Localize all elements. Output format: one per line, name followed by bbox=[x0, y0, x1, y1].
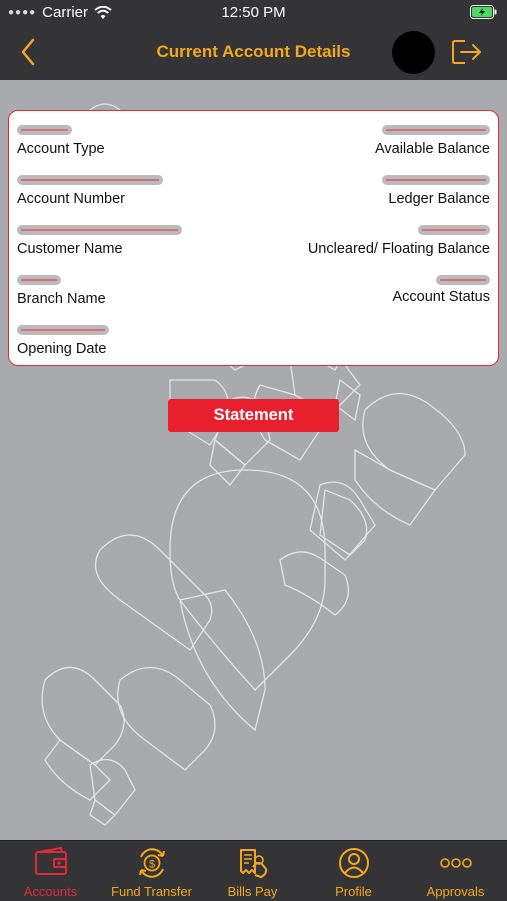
details-row bbox=[9, 175, 498, 215]
tab-approvals[interactable] bbox=[405, 841, 506, 901]
redacted-value bbox=[436, 275, 490, 285]
account-type-label: Account Type bbox=[17, 141, 105, 157]
details-row bbox=[9, 225, 498, 265]
branch-name-label: Branch Name bbox=[17, 291, 106, 307]
details-row bbox=[9, 325, 498, 365]
status-time: 12:50 PM bbox=[221, 4, 286, 21]
logout-icon[interactable] bbox=[451, 38, 483, 66]
tab-profile[interactable] bbox=[303, 841, 404, 901]
profile-icon bbox=[338, 847, 370, 879]
status-bar bbox=[0, 0, 507, 26]
tab-label: Fund Transfer bbox=[111, 884, 192, 899]
more-dots-icon bbox=[439, 847, 473, 879]
redacted-value bbox=[17, 325, 109, 335]
avatar[interactable] bbox=[392, 31, 435, 74]
redacted-value bbox=[418, 225, 490, 235]
page-title: Current Account Details bbox=[156, 42, 351, 61]
battery-charging-icon bbox=[470, 5, 497, 19]
tab-fund-transfer[interactable] bbox=[101, 841, 202, 901]
bill-pay-icon bbox=[237, 847, 269, 879]
signal-dots-icon: ●●●● bbox=[8, 7, 37, 18]
redacted-value bbox=[382, 175, 490, 185]
floating-balance-field bbox=[308, 225, 490, 257]
details-row bbox=[9, 275, 498, 315]
opening-date-field bbox=[17, 325, 109, 357]
tab-label: Bills Pay bbox=[227, 884, 278, 899]
redacted-value bbox=[17, 225, 182, 235]
navigation-bar bbox=[0, 26, 507, 80]
redacted-value bbox=[17, 125, 72, 135]
ledger-balance-label: Ledger Balance bbox=[388, 191, 490, 207]
account-number-field bbox=[17, 175, 163, 207]
wallet-icon bbox=[34, 847, 68, 877]
opening-date-label: Opening Date bbox=[17, 341, 107, 357]
redacted-value bbox=[17, 275, 61, 285]
dollar-transfer-icon bbox=[135, 847, 169, 879]
tab-bar bbox=[0, 840, 507, 901]
customer-name-label: Customer Name bbox=[17, 241, 123, 257]
ledger-balance-field bbox=[382, 175, 490, 207]
statement-button[interactable]: Statement bbox=[168, 399, 339, 432]
svg-text:$: $ bbox=[148, 858, 155, 871]
account-status-label: Account Status bbox=[392, 289, 490, 305]
available-balance-field bbox=[375, 125, 490, 157]
carrier-label: Carrier bbox=[42, 4, 89, 21]
available-balance-label: Available Balance bbox=[374, 141, 490, 157]
floating-balance-label: Uncleared/ Floating Balance bbox=[307, 241, 490, 257]
tab-bills-pay[interactable] bbox=[202, 841, 303, 901]
redacted-value bbox=[382, 125, 490, 135]
redacted-value bbox=[17, 175, 163, 185]
tab-accounts[interactable] bbox=[0, 841, 101, 901]
account-type-field bbox=[17, 125, 105, 157]
account-status-field bbox=[392, 275, 490, 305]
account-details-card bbox=[8, 110, 499, 366]
tab-label: Approvals bbox=[426, 884, 485, 899]
branch-name-field bbox=[17, 275, 106, 307]
tab-label: Accounts bbox=[23, 884, 78, 899]
tab-label: Profile bbox=[335, 884, 372, 899]
customer-name-field bbox=[17, 225, 182, 257]
details-row bbox=[9, 125, 498, 165]
account-number-label: Account Number bbox=[17, 191, 125, 207]
